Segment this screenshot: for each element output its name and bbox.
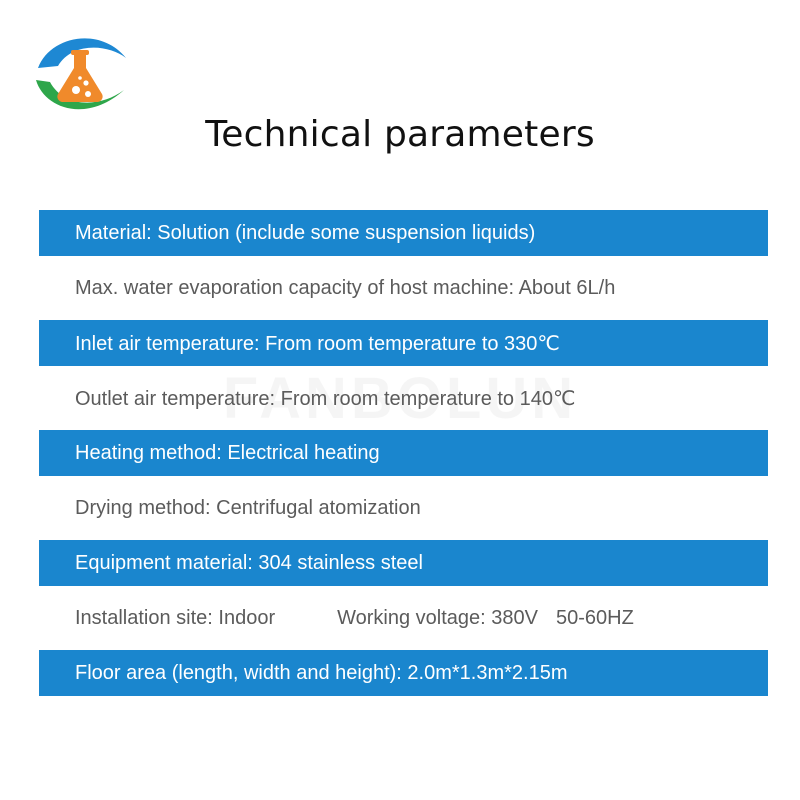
param-row-equipment-material: Equipment material: 304 stainless steel xyxy=(39,540,768,586)
param-row-floor-area: Floor area (length, width and height): 2.0m*1.3m*2.15m xyxy=(39,650,768,696)
company-logo-icon xyxy=(30,28,130,123)
param-row-outlet-temp: Outlet air temperature: From room temperature to 140℃ xyxy=(75,387,576,410)
param-row-inlet-temp: Inlet air temperature: From room temperature to 330℃ xyxy=(39,320,768,366)
param-row-evaporation: Max. water evaporation capacity of host machine: About 6L/h xyxy=(75,276,616,299)
working-voltage-text: Working voltage: 380V xyxy=(337,606,538,629)
page-title: Technical parameters xyxy=(205,114,595,155)
param-row-heating-method: Heating method: Electrical heating xyxy=(39,430,768,476)
param-row-drying-method: Drying method: Centrifugal atomization xyxy=(75,496,421,519)
parameters-list xyxy=(39,210,768,705)
frequency-text: 50-60HZ xyxy=(555,606,634,629)
param-row-installation-voltage xyxy=(39,595,768,641)
param-row-material: Material: Solution (include some suspension liquids) xyxy=(39,210,768,256)
installation-site-text: Installation site: Indoor xyxy=(75,606,276,629)
